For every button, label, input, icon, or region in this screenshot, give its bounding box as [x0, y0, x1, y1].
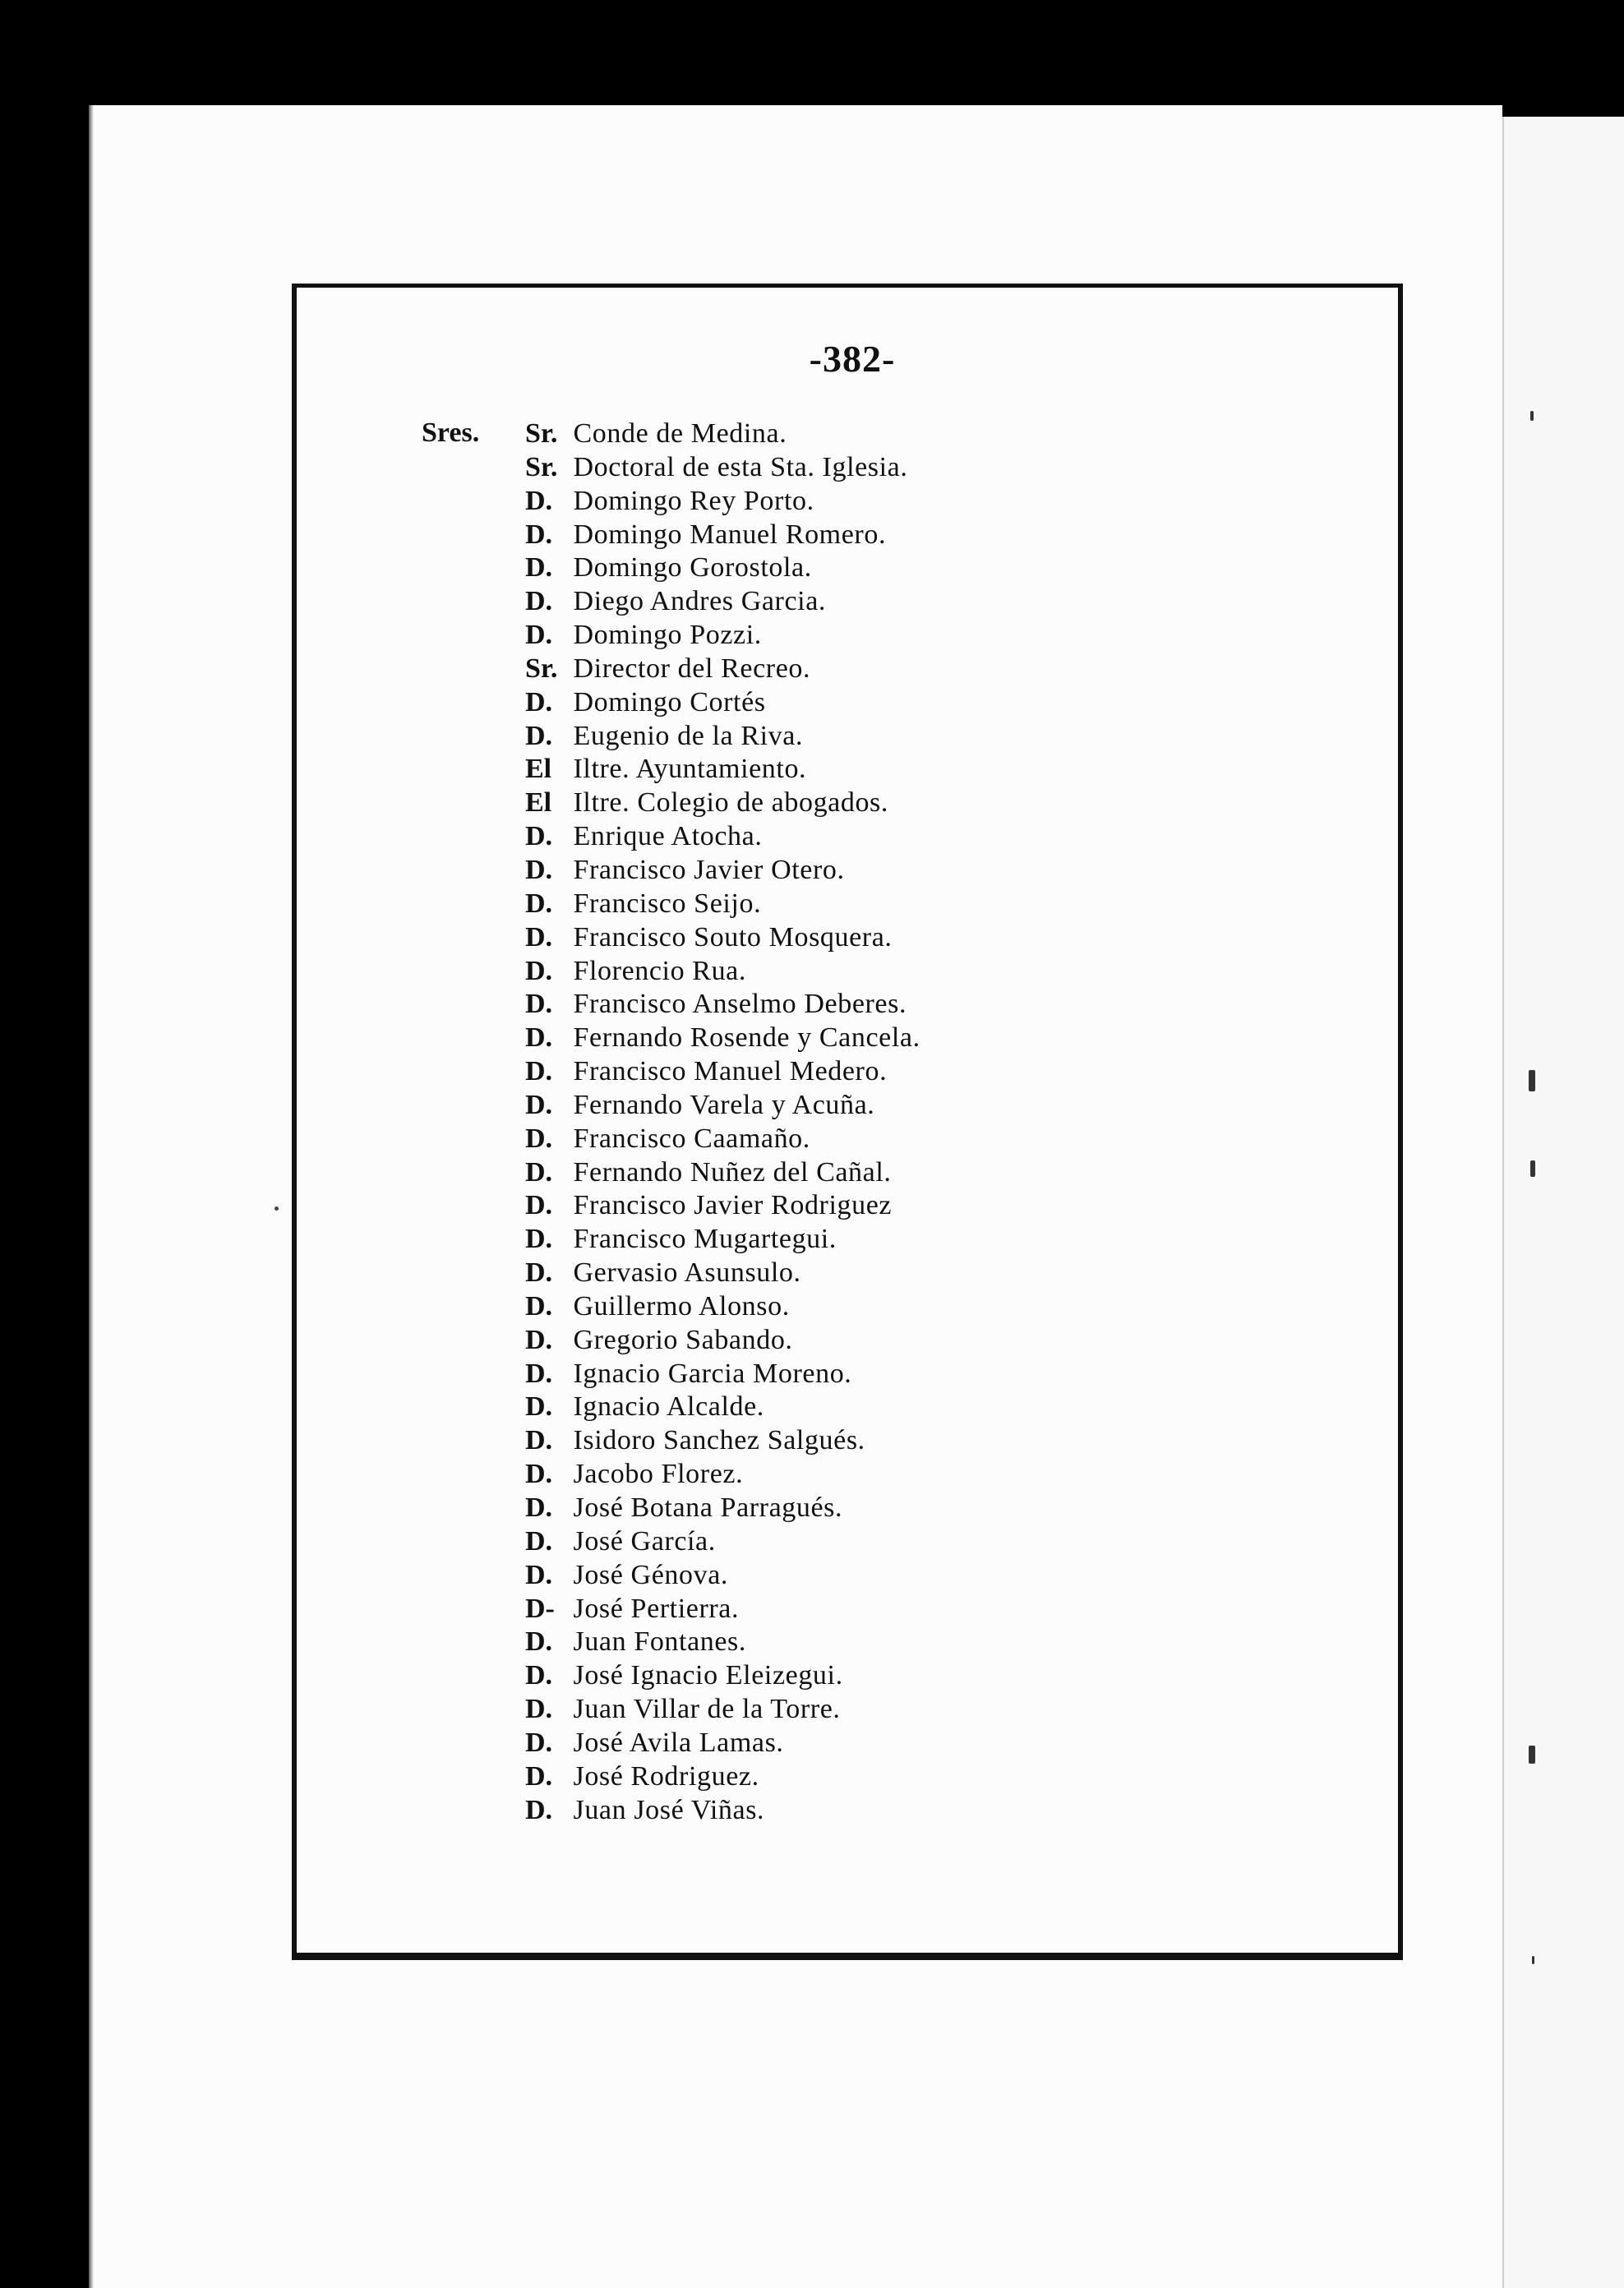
list-item	[525, 653, 920, 686]
honorific: D.	[525, 1525, 553, 1557]
page-left-edge	[89, 105, 94, 2288]
honorific: D.	[525, 1391, 553, 1423]
ink-speck	[1530, 411, 1534, 421]
list-item	[525, 1492, 920, 1525]
person-name: Eugenio de la Riva.	[573, 720, 804, 751]
honorific: D.	[525, 1459, 553, 1490]
list-item	[525, 1458, 920, 1492]
honorific: D.	[525, 1794, 553, 1825]
honorific: D.	[525, 720, 553, 751]
list-item	[525, 786, 920, 820]
honorific: D.	[525, 1559, 553, 1590]
stray-mark	[275, 1206, 279, 1211]
person-name: Iltre. Ayuntamiento.	[573, 754, 807, 785]
honorific: D.	[525, 1156, 553, 1188]
list-item	[525, 1727, 920, 1760]
honorific: Sr.	[525, 418, 558, 449]
list-item	[525, 1257, 920, 1290]
honorific: D-	[525, 1593, 555, 1624]
list-item	[525, 720, 920, 754]
person-name: Francisco Javier Rodriguez	[573, 1190, 893, 1221]
person-name: Ignacio Alcalde.	[573, 1391, 764, 1423]
subscriber-list	[525, 417, 920, 1827]
person-name: Francisco Javier Otero.	[573, 854, 845, 885]
list-item	[525, 1559, 920, 1593]
honorific: D.	[525, 854, 553, 885]
person-name: Juan José Viñas.	[573, 1794, 765, 1825]
honorific: El	[525, 787, 552, 819]
person-name: Francisco Caamaño.	[573, 1123, 810, 1154]
person-name: José Pertierra.	[573, 1593, 740, 1624]
ink-speck	[1529, 1070, 1535, 1091]
list-item	[525, 619, 920, 653]
honorific: D.	[525, 586, 553, 617]
list-item	[525, 585, 920, 619]
list-item	[525, 1055, 920, 1089]
list-item	[525, 1391, 920, 1424]
list-item	[525, 854, 920, 888]
honorific: D.	[525, 519, 553, 550]
list-item	[525, 1358, 920, 1391]
honorific: D.	[525, 1660, 553, 1691]
honorific: D.	[525, 1056, 553, 1087]
list-item	[525, 1223, 920, 1257]
honorific: D.	[525, 888, 553, 919]
honorific: D.	[525, 620, 553, 651]
salutation-label: Sres.	[422, 417, 480, 448]
page-frame	[292, 284, 1403, 1960]
person-name: Fernando Nuñez del Cañal.	[573, 1156, 892, 1188]
list-item	[525, 551, 920, 585]
honorific: D.	[525, 1694, 553, 1725]
honorific: D.	[525, 821, 553, 852]
list-item	[525, 1794, 920, 1828]
person-name: José Ignacio Eleizegui.	[573, 1660, 843, 1691]
ink-speck	[1532, 1956, 1534, 1964]
person-name: Director del Recreo.	[573, 653, 811, 684]
list-item	[525, 1290, 920, 1324]
person-name: José Botana Parragués.	[573, 1492, 843, 1523]
page-number: -382-	[809, 338, 896, 380]
list-item	[525, 1156, 920, 1190]
list-item	[525, 1525, 920, 1559]
list-item	[525, 888, 920, 921]
list-item	[525, 955, 920, 989]
honorific: D.	[525, 921, 553, 953]
list-item	[525, 1626, 920, 1659]
honorific: Sr.	[525, 451, 558, 482]
person-name: Juan Fontanes.	[573, 1626, 746, 1658]
person-name: Guillermo Alonso.	[573, 1290, 790, 1322]
person-name: Francisco Seijo.	[573, 888, 762, 919]
person-name: Domingo Manuel Romero.	[573, 519, 887, 550]
list-item	[525, 1424, 920, 1458]
honorific: D.	[525, 1760, 553, 1792]
honorific: D.	[525, 1492, 553, 1523]
person-name: Juan Villar de la Torre.	[573, 1694, 841, 1725]
honorific: D.	[525, 955, 553, 986]
person-name: Francisco Anselmo Deberes.	[573, 989, 907, 1020]
honorific: D.	[525, 989, 553, 1020]
list-item	[525, 686, 920, 720]
list-item	[525, 1022, 920, 1055]
honorific: D.	[525, 1123, 553, 1154]
person-name: Francisco Souto Mosquera.	[573, 921, 893, 953]
honorific: D.	[525, 1727, 553, 1758]
list-item	[525, 1760, 920, 1794]
list-item	[525, 1189, 920, 1223]
honorific: D.	[525, 1089, 553, 1120]
honorific: Sr.	[525, 653, 558, 684]
person-name: José Avila Lamas.	[573, 1727, 784, 1758]
person-name: Francisco Manuel Medero.	[573, 1056, 888, 1087]
list-item	[525, 485, 920, 519]
person-name: Francisco Mugartegui.	[573, 1224, 837, 1255]
person-name: Gregorio Sabando.	[573, 1324, 793, 1355]
honorific: D.	[525, 1358, 553, 1389]
list-item	[525, 921, 920, 955]
person-name: Fernando Varela y Acuña.	[573, 1089, 875, 1120]
list-item	[525, 519, 920, 552]
person-name: Domingo Rey Porto.	[573, 485, 814, 516]
list-item	[525, 1089, 920, 1123]
list-item	[525, 753, 920, 786]
honorific: D.	[525, 1626, 553, 1658]
facing-page-edge	[1502, 117, 1624, 2288]
honorific: D.	[525, 1190, 553, 1221]
list-item	[525, 1659, 920, 1693]
person-name: Gervasio Asunsulo.	[573, 1257, 801, 1289]
honorific: D.	[525, 1257, 553, 1289]
person-name: Enrique Atocha.	[573, 821, 763, 852]
honorific: D.	[525, 1022, 553, 1054]
person-name: Fernando Rosende y Cancela.	[573, 1022, 920, 1054]
list-item	[525, 1693, 920, 1727]
person-name: Iltre. Colegio de abogados.	[573, 787, 888, 819]
ink-speck	[1530, 1160, 1535, 1177]
list-item	[525, 417, 920, 451]
person-name: Conde de Medina.	[573, 418, 787, 449]
person-name: Diego Andres Garcia.	[573, 586, 827, 617]
honorific: El	[525, 754, 552, 785]
honorific: D.	[525, 1425, 553, 1456]
list-item	[525, 451, 920, 485]
honorific: D.	[525, 1324, 553, 1355]
list-item	[525, 820, 920, 854]
honorific: D.	[525, 1224, 553, 1255]
person-name: Jacobo Florez.	[573, 1459, 744, 1490]
person-name: Doctoral de esta Sta. Iglesia.	[573, 451, 908, 482]
list-item	[525, 1593, 920, 1626]
honorific: D.	[525, 686, 553, 717]
list-item	[525, 988, 920, 1022]
person-name: José Génova.	[573, 1559, 728, 1590]
person-name: Domingo Pozzi.	[573, 620, 762, 651]
ink-speck	[1529, 1746, 1535, 1764]
honorific: D.	[525, 552, 553, 584]
person-name: José Rodriguez.	[573, 1760, 759, 1792]
person-name: Florencio Rua.	[573, 955, 746, 986]
person-name: Domingo Gorostola.	[573, 552, 812, 584]
honorific: D.	[525, 485, 553, 516]
person-name: José García.	[573, 1525, 716, 1557]
list-item	[525, 1123, 920, 1156]
person-name: Ignacio Garcia Moreno.	[573, 1358, 852, 1389]
honorific: D.	[525, 1290, 553, 1322]
person-name: Isidoro Sanchez Salgués.	[573, 1425, 865, 1456]
list-item	[525, 1324, 920, 1358]
person-name: Domingo Cortés	[573, 686, 766, 717]
